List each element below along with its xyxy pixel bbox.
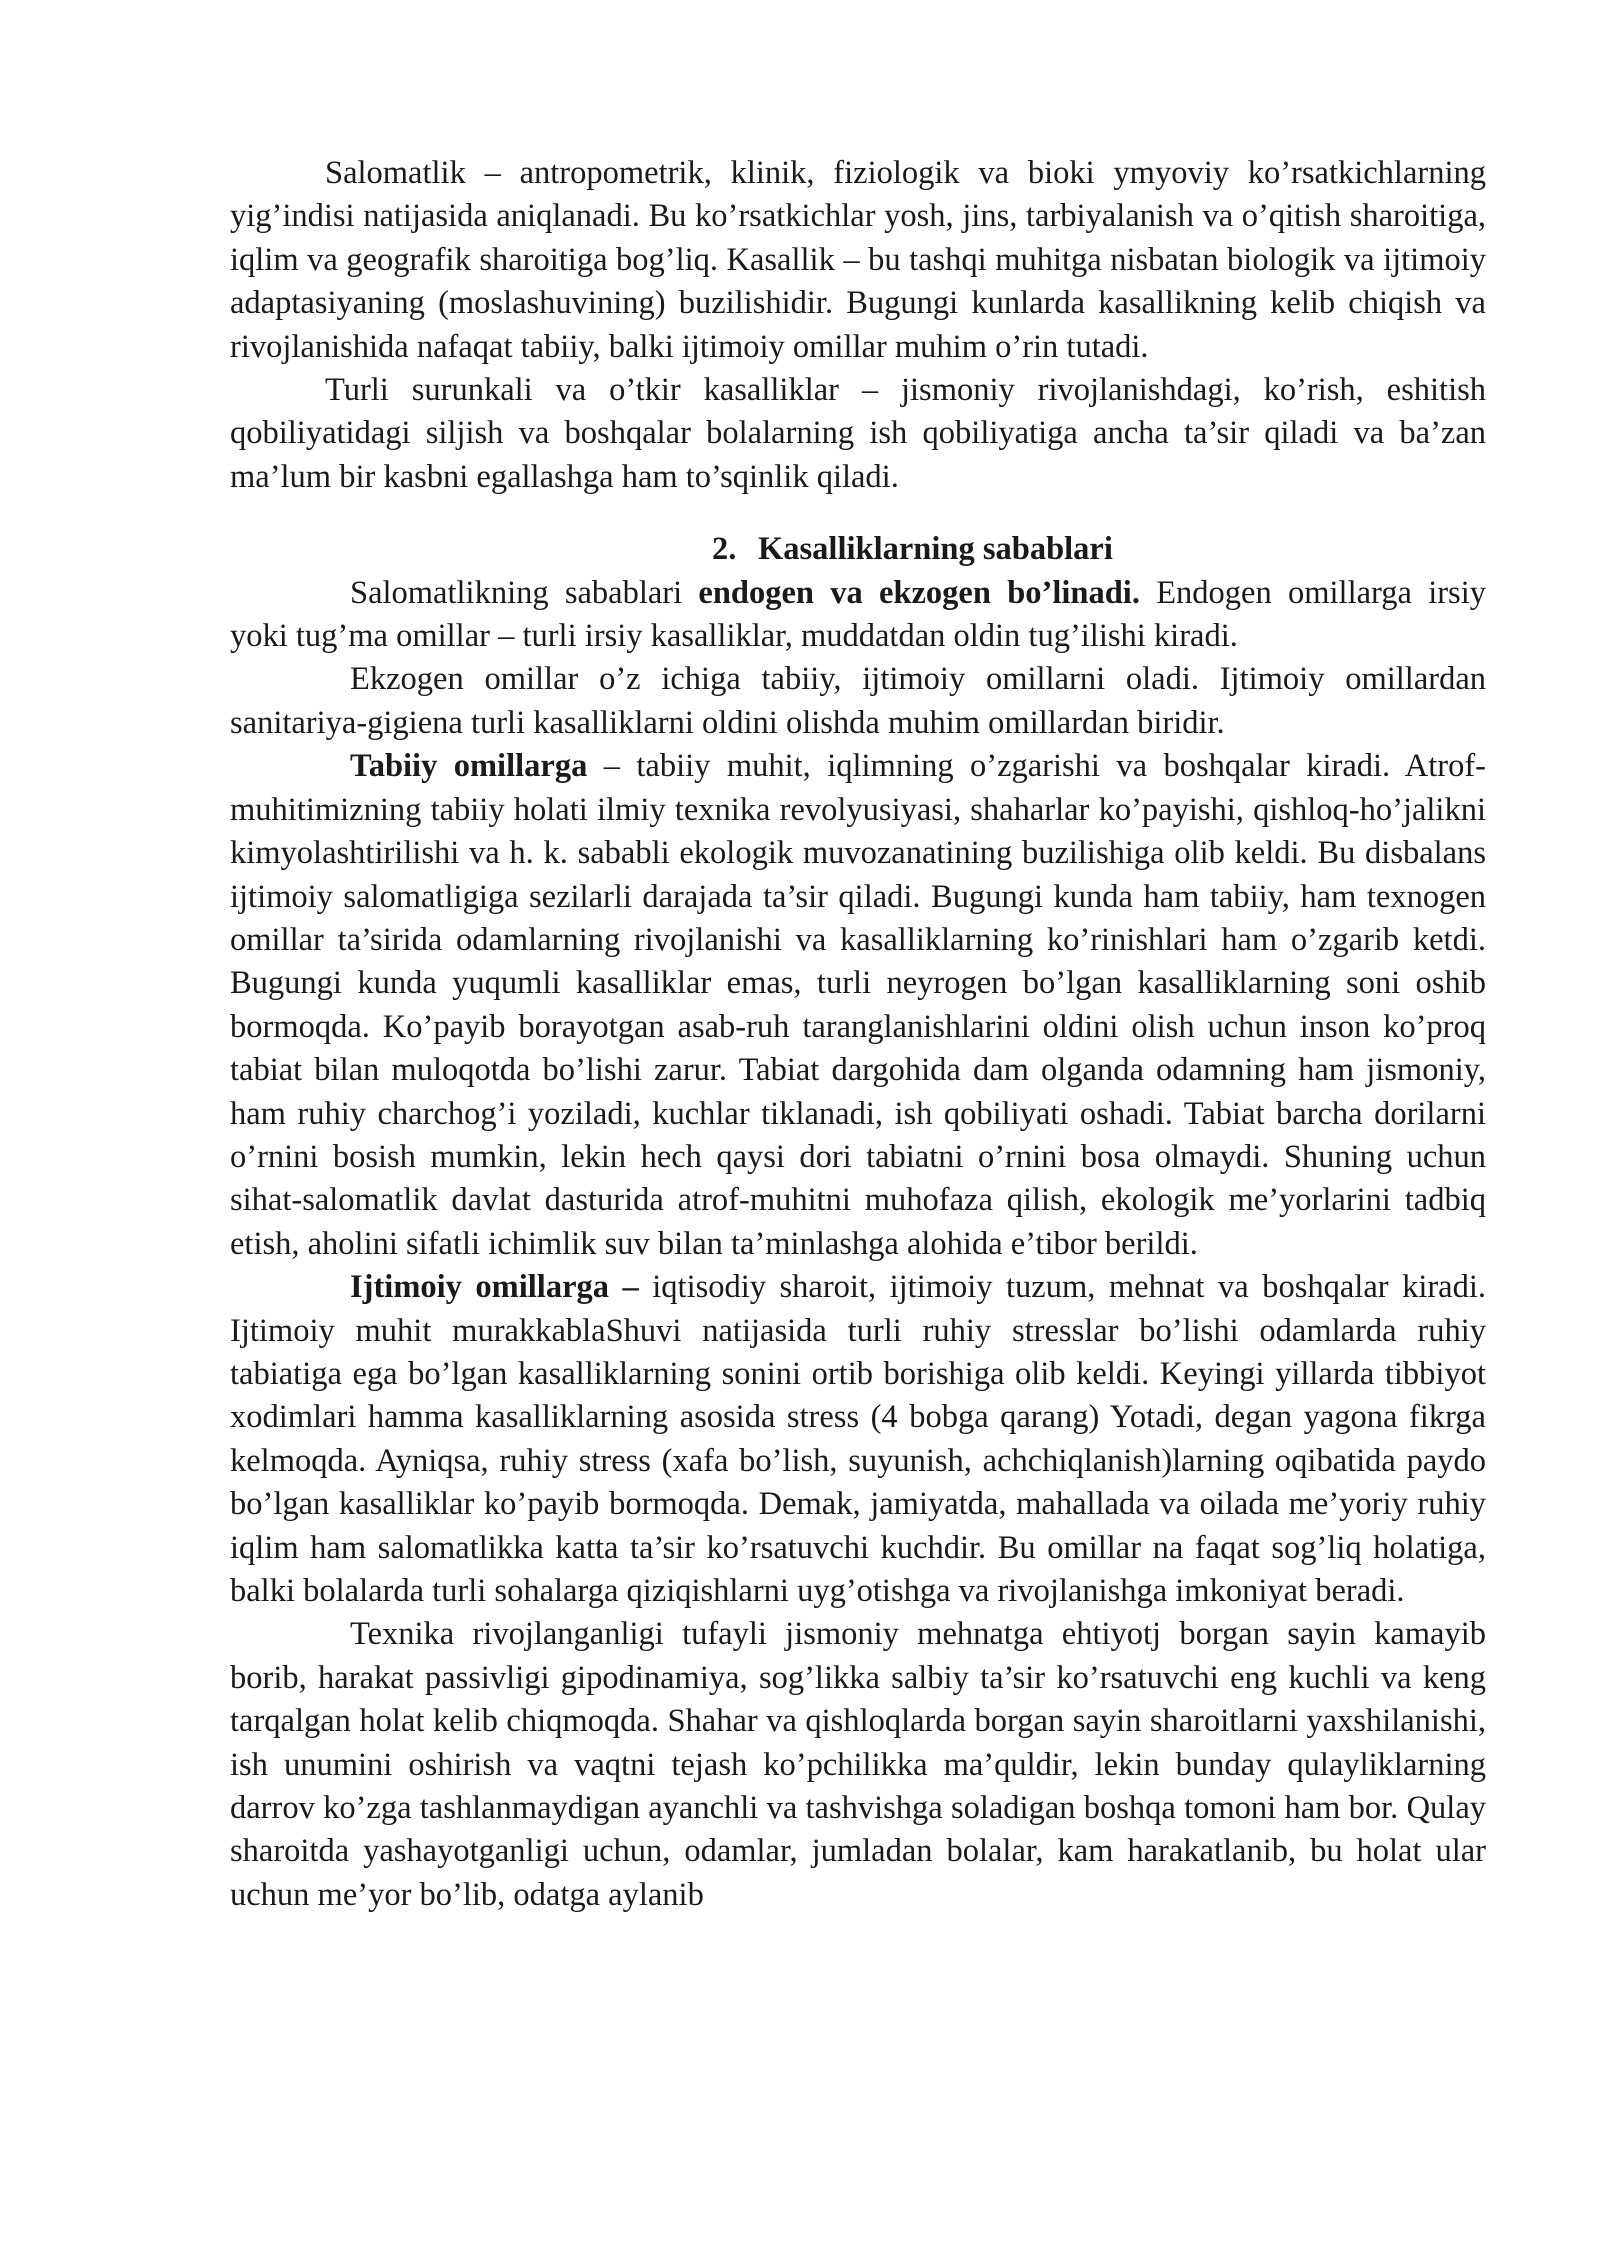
paragraph-chronic-diseases: Turli surunkali va o’tkir kasalliklar – jismoniy rivojlanishdagi, ko’rish, eshitish qobiliyatidagi siljish va boshqalar bolalarning ish qobiliyatiga ancha ta’sir qiladi va ba’zan ma’lum bir kasbni egallashga ham to’sqinlik qiladi.: [230, 372, 1486, 495]
section-title: Kasalliklarning sabablari: [758, 531, 1113, 568]
social-factors-term: Ijtimoiy omillarga –: [350, 1269, 639, 1306]
paragraph-natural-factors: [230, 745, 1486, 1266]
natural-factors-term: Tabiiy omillarga: [350, 748, 588, 785]
section-heading: [230, 528, 1486, 571]
section-number: 2.: [712, 531, 737, 568]
natural-factors-text: – tabiiy muhit, iqlimning o’zgarishi va boshqalar kiradi. Atrof-muhitimizning tabiiy holati ilmiy texnika revolyusiyasi, shaharlar ko’payishi, qishloq-ho’jalikni kimyolashtirilishi va h. k. sababli ekologik muvozanatining buzilishiga olib keldi. Bu disbalans ijtimoiy salomatligiga sezilarli darajada ta’sir qiladi. Bugungi kunda ham tabiiy, ham texnogen omillar ta’sirida odamlarning rivojlanishi va kasalliklarning ko’rinishlari ham o’zgarib ketdi. Bugungi kunda yuqumli kasalliklar emas, turli neyrogen bo’lgan kasalliklarning soni oshib bormoqda. Ko’payib borayotgan asab-ruh taranglanishlarini oldini olish uchun inson ko’proq tabiat bilan muloqotda bo’lishi zarur. Tabiat dargohida dam olganda odamning ham jismoniy, ham ruhiy charchog’i yoziladi, kuchlar tiklanadi, ish qobiliyati oshadi. Tabiat barcha dorilarni o’rnini bosish mumkin, lekin hech qaysi dori tabiatni o’rnini bosa olmaydi. Shuning uchun sihat-salomatlik davlat dasturida atrof-muhitni muhofaza qilish, ekologik me’yorlarini tadbiq etish, aholini sifatli ichimlik suv bilan ta’minlashga alohida e’tibor berildi.: [230, 748, 1486, 1262]
paragraph-causes: [230, 572, 1486, 659]
paragraph-social-factors: [230, 1266, 1486, 1613]
document-page: [230, 152, 1486, 1917]
paragraph-technology: Texnika rivojlanganligi tufayli jismoniy mehnatga ehtiyotj borgan sayin kamayib borib, harakat passivligi gipodinamiya, sog’likka salbiy ta’sir ko’rsatuvchi eng kuchli va keng tarqalgan holat kelib chiqmoqda. Shahar va qishloqlarda borgan sayin sharoitlarni yaxshilanishi, ish unumini oshirish va vaqtni tejash ko’pchilikka ma’quldir, lekin bunday qulayliklarning darrov ko’zga tashlanmaydigan ayanchli va tashvishga soladigan boshqa tomoni ham bor. Qulay sharoitda yashayotganligi uchun, odamlar, jumladan bolalar, kam harakatlanib, bu holat ular uchun me’yor bo’lib, odatga aylanib: [230, 1616, 1486, 1913]
paragraph-causes-lead: Salomatlikning sabablari: [350, 574, 699, 611]
social-factors-text: iqtisodiy sharoit, ijtimoiy tuzum, mehnat va boshqalar kiradi. Ijtimoiy muhit murakkablaShuvi natijasida turli ruhiy stresslar bo’lishi odamlarda ruhiy tabiatiga ega bo’lgan kasalliklarning sonini ortib borishiga olib keldi. Keyingi yillarda tibbiyot xodimlari hamma kasalliklarning asosida stress (4 bobga qarang) Yotadi, degan yagona fikrga kelmoqda. Ayniqsa, ruhiy stress (xafa bo’lish, suyunish, achchiqlanish)larning oqibatida paydo bo’lgan kasalliklar ko’payib bormoqda. Demak, jamiyatda, mahallada va oilada me’yoriy ruhiy iqlim ham salomatlikka katta ta’sir ko’rsatuvchi kuchdir. Bu omillar na faqat sog’liq holatiga, balki bolalarda turli sohalarga qiziqishlarni uyg’otishga va rivojlanishga imkoniyat beradi.: [230, 1269, 1487, 1609]
paragraph-causes-rest: Endogen omillarga irsiy yoki tug’ma omillar – turli irsiy kasalliklar, muddatdan oldin tug’ilishi kiradi.: [230, 574, 1486, 655]
paragraph-exogenous: Ekzogen omillar o’z ichiga tabiiy, ijtimoiy omillarni oladi. Ijtimoiy omillardan sanitariya-gigiena turli kasalliklarni oldini olishda muhim omillardan biridir.: [230, 661, 1486, 741]
paragraph-causes-bold: endogen va ekzogen bo’linadi.: [698, 574, 1140, 611]
paragraph-health-definition: Salomatlik – antropometrik, klinik, fiziologik va bioki ymyoviy ko’rsatkichlarning yig’indisi natijasida aniqlanadi. Bu ko’rsatkichlar yosh, jins, tarbiyalanish va o’qitish sharoitiga, iqlim va geografik sharoitiga bog’liq. Kasallik – bu tashqi muhitga nisbatan biologik va ijtimoiy adaptasiyaning (moslashuvining) buzilishidir. Bugungi kunlarda kasallikning kelib chiqish va rivojlanishida nafaqat tabiiy, balki ijtimoiy omillar muhim o’rin tutadi.: [230, 155, 1486, 365]
